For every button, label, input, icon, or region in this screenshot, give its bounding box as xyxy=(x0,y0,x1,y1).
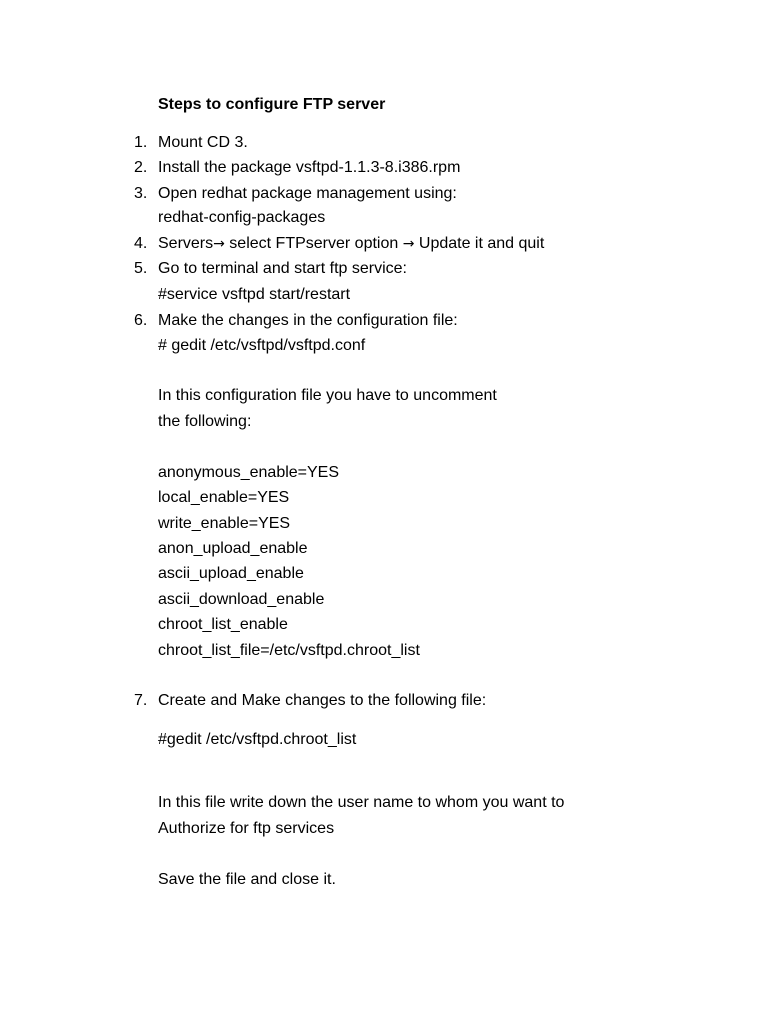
right-arrow-icon: → xyxy=(402,236,415,252)
step-number: 4. xyxy=(134,235,148,252)
document-title: Steps to configure FTP server xyxy=(158,96,386,113)
config-option: chroot_list_enable xyxy=(158,616,288,633)
config-option: write_enable=YES xyxy=(158,515,291,532)
closing-text: Save the file and close it. xyxy=(158,871,336,888)
step-text: redhat-config-packages xyxy=(158,209,326,226)
right-arrow-icon: → xyxy=(213,236,225,252)
step-number: 7. xyxy=(134,692,148,709)
config-intro-text: In this configuration file you have to uncomment xyxy=(158,387,497,404)
config-intro-text: the following: xyxy=(158,413,252,430)
step-number: 6. xyxy=(134,312,148,329)
config-option: ascii_upload_enable xyxy=(158,565,304,582)
config-option: ascii_download_enable xyxy=(158,591,325,608)
step-number: 5. xyxy=(134,260,148,277)
step-text: Make the changes in the configuration file: xyxy=(158,312,458,329)
step-text: Go to terminal and start ftp service: xyxy=(158,260,407,277)
step-text: Install the package vsftpd-1.1.3-8.i386.rpm xyxy=(158,159,461,176)
step-text: Mount CD 3. xyxy=(158,134,248,151)
step-text: Open redhat package management using: xyxy=(158,185,457,202)
step-number: 3. xyxy=(134,185,148,202)
user-note-text: Authorize for ftp services xyxy=(158,820,335,837)
step-number: 2. xyxy=(134,159,148,176)
step-text-part: select FTPserver option xyxy=(224,235,403,252)
config-option: anon_upload_enable xyxy=(158,540,308,557)
step-text-part: Servers xyxy=(158,235,214,252)
user-note-text: In this file write down the user name to whom you want to xyxy=(158,794,565,811)
step-text xyxy=(158,233,544,255)
step-text: #service vsftpd start/restart xyxy=(158,286,351,303)
step-command: #gedit /etc/vsftpd.chroot_list xyxy=(158,731,357,748)
config-option: chroot_list_file=/etc/vsftpd.chroot_list xyxy=(158,642,420,659)
config-option: anonymous_enable=YES xyxy=(158,464,340,481)
config-option: local_enable=YES xyxy=(158,489,290,506)
step-text-part: Update it and quit xyxy=(414,235,545,252)
step-number: 1. xyxy=(134,134,148,151)
step-text: Create and Make changes to the following file: xyxy=(158,692,487,709)
step-text: # gedit /etc/vsftpd/vsftpd.conf xyxy=(158,337,366,354)
